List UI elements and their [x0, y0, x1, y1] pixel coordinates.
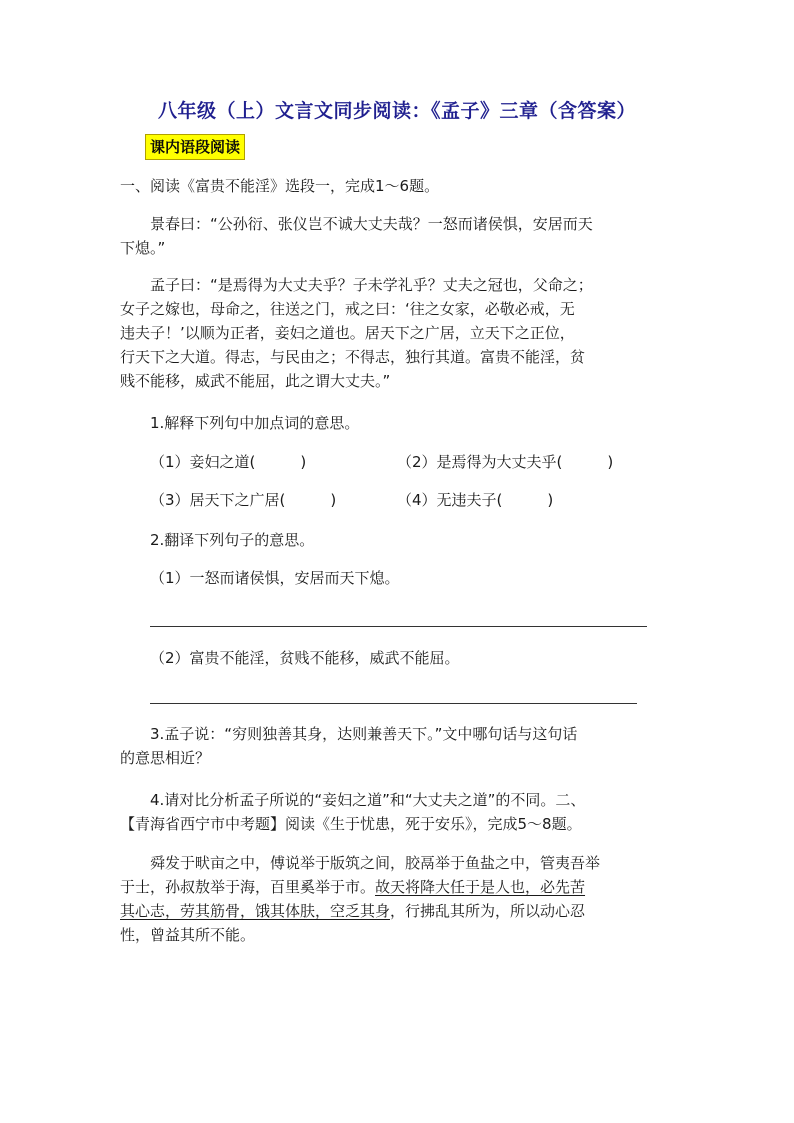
- question-2-item-1: （1）一怒而诸侯惧，安居而天下熄。: [150, 569, 400, 587]
- question-1-intro: 一、阅读《富贵不能淫》选段一，完成1～6题。: [120, 177, 440, 195]
- document-title: 八年级（上）文言文同步阅读：《孟子》三章（含答案）: [157, 100, 636, 122]
- answer-line-2: [150, 703, 637, 704]
- question-3-line-2: 的意思相近？: [120, 749, 211, 767]
- passage-3-line-1: 舜发于畎亩之中，傅说举于版筑之间，胶鬲举于鱼盐之中，管夷吾举: [150, 854, 601, 872]
- question-2-stem: 2.翻译下列句子的意思。: [150, 531, 315, 549]
- passage-2-line-1: 孟子曰：“是焉得为大丈夫乎？子未学礼乎？丈夫之冠也，父命之；: [150, 276, 593, 294]
- passage-3-line-3: [120, 899, 585, 923]
- question-3-line-1: 3.孟子说：“穷则独善其身，达则兼善天下。”文中哪句话与这句话: [150, 725, 578, 743]
- question-1-item-1: （1）妾妇之道( ): [150, 453, 307, 471]
- passage-2-line-5: 贱不能移，威武不能屈，此之谓大丈夫。”: [120, 372, 391, 390]
- passage-3-line-3-plain: ，行拂乱其所为，所以动心忍: [390, 902, 586, 920]
- question-1-item-3: （3）居天下之广居( ): [150, 491, 337, 509]
- question-2-item-2: （2）富贵不能淫，贫贱不能移，威武不能屈。: [150, 649, 460, 667]
- passage-3-line-3-underlined: 其心志，劳其筋骨，饿其体肤，空乏其身: [120, 902, 391, 920]
- answer-line-1: [150, 626, 647, 627]
- question-4-line-1: 4.请对比分析孟子所说的“妾妇之道”和“大丈夫之道”的不同。二、: [150, 791, 586, 809]
- section-badge: 课内语段阅读: [145, 134, 245, 160]
- passage-3-line-2: [120, 875, 585, 899]
- passage-3-line-2-underlined: 故天将降大任于是人也，必先苦: [375, 878, 586, 896]
- passage-2-line-2: 女子之嫁也，母命之，往送之门，戒之曰：‘往之女家，必敬必戒，无: [120, 300, 575, 318]
- question-4-line-2: 【青海省西宁市中考题】阅读《生于忧患，死于安乐》，完成5～8题。: [120, 815, 582, 833]
- passage-2-line-4: 行天下之大道。得志，与民由之；不得志，独行其道。富贵不能淫，贫: [120, 348, 586, 366]
- question-1-stem: 1.解释下列句中加点词的意思。: [150, 414, 360, 432]
- passage-1-line-1: 景春曰：“公孙衍、张仪岂不诚大丈夫哉？一怒而诸侯惧，安居而天: [150, 215, 593, 233]
- passage-1-line-2: 下熄。”: [120, 239, 166, 257]
- passage-2-line-3: 违夫子！’以顺为正者，妾妇之道也。居天下之广居，立天下之正位，: [120, 324, 575, 342]
- question-1-item-2: （2）是焉得为大丈夫乎( ): [397, 453, 614, 471]
- passage-3-line-4: 性，曾益其所不能。: [120, 926, 256, 944]
- question-1-item-4: （4）无违夫子( ): [397, 491, 554, 509]
- passage-3-line-2-plain: 于士，孙叔敖举于海，百里奚举于市。: [120, 878, 376, 896]
